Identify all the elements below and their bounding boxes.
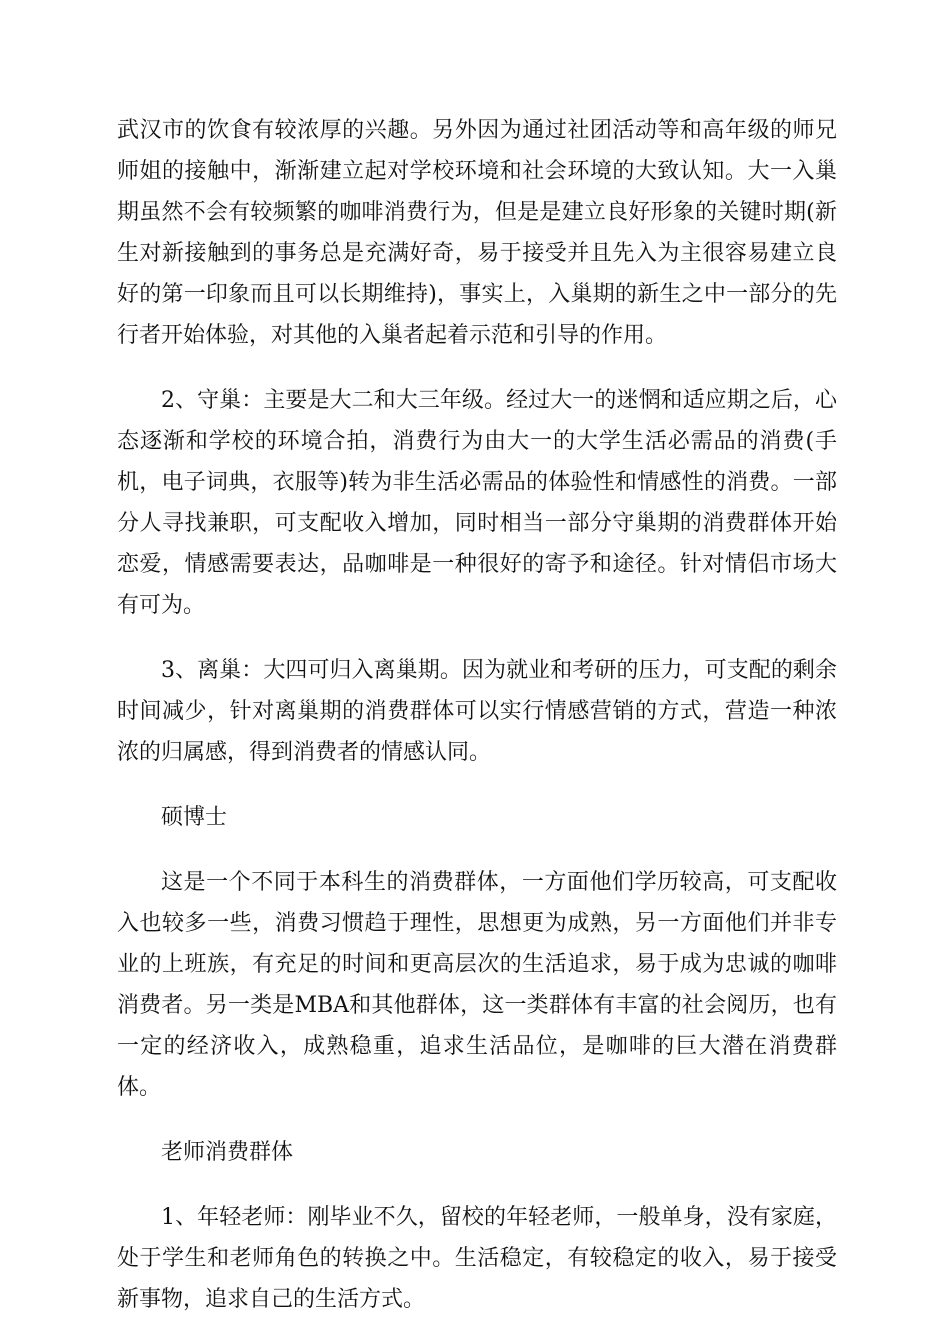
paragraph-young-teachers: 1、年轻老师：刚毕业不久，留校的年轻老师，一般单身，没有家庭，处于学生和老师角色的转换之中。生活稳定，有较稳定的收入，易于接受新事物，追求自己的生活方式。: [117, 1205, 837, 1312]
document-body: [117, 110, 837, 1344]
paragraph-li-chao: 3、离巢：大四可归入离巢期。因为就业和考研的压力，可支配的剩余时间减少，针对离巢期的消费群体可以实行情感营销的方式，营造一种浓浓的归属感，得到消费者的情感认同。: [117, 658, 837, 765]
section-heading-graduate-students: 硕博士: [161, 805, 228, 830]
paragraph-continued-intro: 武汉市的饮食有较浓厚的兴趣。另外因为通过社团活动等和高年级的师兄师姐的接触中，渐渐建立起对学校环境和社会环境的大致认知。大一入巢期虽然不会有较频繁的咖啡消费行为，但是是建立良好形象的关键时期(新生对新接触到的事务总是充满好奇，易于接受并且先入为主很容易建立良好的第一印象而且可以长期维持)，事实上，入巢期的新生之中一部分的先行者开始体验，对其他的入巢者起着示范和引导的作用。: [117, 118, 837, 348]
paragraph-shou-chao: 2、守巢：主要是大二和大三年级。经过大一的迷惘和适应期之后，心态逐渐和学校的环境合拍，消费行为由大一的大学生活必需品的消费(手机，电子词典，衣服等)转为非生活必需品的体验性和情感性的消费。一部分人寻找兼职，可支配收入增加，同时相当一部分守巢期的消费群体开始恋爱，情感需要表达，品咖啡是一种很好的寄予和途径。针对情侣市场大有可为。: [117, 388, 837, 618]
paragraph-graduate-students: 这是一个不同于本科生的消费群体，一方面他们学历较高，可支配收入也较多一些，消费习惯趋于理性，思想更为成熟，另一方面他们并非专业的上班族，有充足的时间和更高层次的生活追求，易于成为忠诚的咖啡消费者。另一类是MBA和其他群体，这一类群体有丰富的社会阅历，也有一定的经济收入，成熟稳重，追求生活品位，是咖啡的巨大潜在消费群体。: [117, 870, 837, 1100]
section-heading-teachers: 老师消费群体: [161, 1140, 294, 1165]
